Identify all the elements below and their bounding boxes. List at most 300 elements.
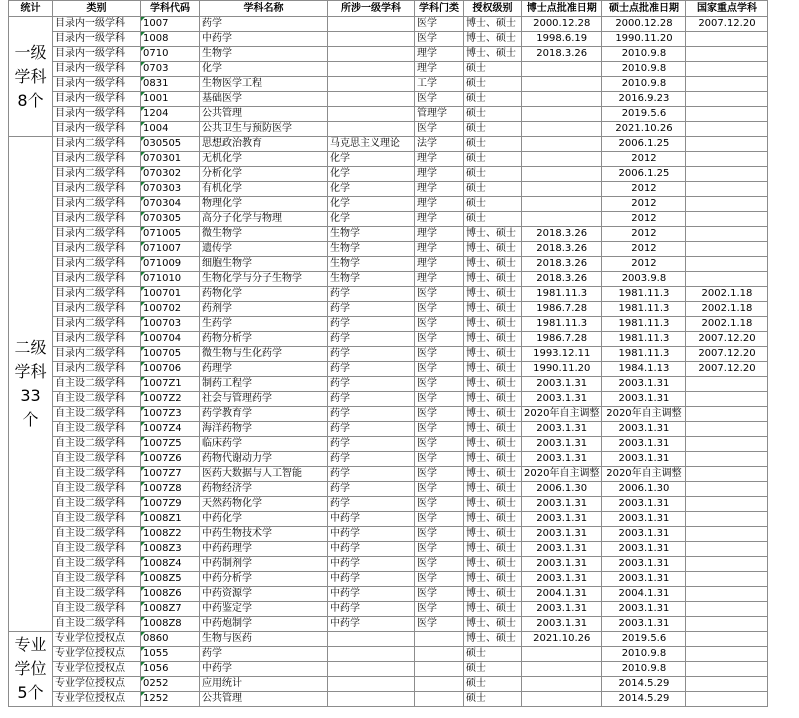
master-date-cell[interactable]: 2006.1.30	[602, 482, 686, 497]
code-cell[interactable]: 1008	[141, 32, 200, 47]
level-cell[interactable]: 硕士	[464, 62, 522, 77]
key-discipline-cell[interactable]	[686, 62, 768, 77]
field-cell[interactable]: 理学	[415, 197, 464, 212]
phd-date-cell[interactable]: 2003.1.31	[522, 437, 602, 452]
group-label[interactable]	[9, 17, 53, 137]
first-level-header[interactable]: 所涉一级学科	[328, 1, 415, 17]
field-cell[interactable]: 医学	[415, 362, 464, 377]
field-cell[interactable]	[415, 662, 464, 677]
level-cell[interactable]: 博士、硕士	[464, 407, 522, 422]
code-cell[interactable]: 0703	[141, 62, 200, 77]
level-cell[interactable]: 博士、硕士	[464, 227, 522, 242]
key-discipline-cell[interactable]	[686, 542, 768, 557]
category-cell[interactable]: 自主设二级学科	[53, 572, 141, 587]
field-cell[interactable]: 医学	[415, 602, 464, 617]
field-cell[interactable]: 理学	[415, 257, 464, 272]
key-discipline-cell[interactable]	[686, 677, 768, 692]
key-discipline-cell[interactable]	[686, 482, 768, 497]
category-cell[interactable]: 目录内二级学科	[53, 317, 141, 332]
category-cell[interactable]: 自主设二级学科	[53, 377, 141, 392]
master-date-cell[interactable]: 2010.9.8	[602, 47, 686, 62]
level-cell[interactable]: 硕士	[464, 677, 522, 692]
master-date-cell[interactable]: 2003.1.31	[602, 617, 686, 632]
first-level-cell[interactable]: 药学	[328, 332, 415, 347]
category-cell[interactable]: 目录内一级学科	[53, 62, 141, 77]
name-cell[interactable]: 社会与管理药学	[200, 392, 328, 407]
phd-date-cell[interactable]: 2003.1.31	[522, 392, 602, 407]
first-level-cell[interactable]: 药学	[328, 302, 415, 317]
level-cell[interactable]: 硕士	[464, 137, 522, 152]
key-discipline-cell[interactable]	[686, 497, 768, 512]
level-cell[interactable]: 博士、硕士	[464, 422, 522, 437]
level-cell[interactable]: 博士、硕士	[464, 392, 522, 407]
code-cell[interactable]: 1007Z6	[141, 452, 200, 467]
level-cell[interactable]: 硕士	[464, 167, 522, 182]
master-date-cell[interactable]: 1984.1.13	[602, 362, 686, 377]
first-level-cell[interactable]: 药学	[328, 452, 415, 467]
category-cell[interactable]: 目录内二级学科	[53, 227, 141, 242]
field-cell[interactable]	[415, 647, 464, 662]
name-cell[interactable]: 中药学	[200, 662, 328, 677]
field-cell[interactable]: 医学	[415, 542, 464, 557]
code-cell[interactable]: 100701	[141, 287, 200, 302]
name-cell[interactable]: 应用统计	[200, 677, 328, 692]
master-date-cell[interactable]: 2019.5.6	[602, 107, 686, 122]
key-discipline-cell[interactable]	[686, 272, 768, 287]
category-cell[interactable]: 目录内二级学科	[53, 362, 141, 377]
field-cell[interactable]: 理学	[415, 242, 464, 257]
category-cell[interactable]: 目录内二级学科	[53, 242, 141, 257]
field-cell[interactable]: 法学	[415, 137, 464, 152]
code-cell[interactable]: 1007Z1	[141, 377, 200, 392]
level-cell[interactable]: 博士、硕士	[464, 302, 522, 317]
key-discipline-cell[interactable]	[686, 257, 768, 272]
phd-date-cell[interactable]: 2000.12.28	[522, 17, 602, 32]
category-cell[interactable]: 目录内二级学科	[53, 137, 141, 152]
phd-date-cell[interactable]	[522, 662, 602, 677]
first-level-cell[interactable]	[328, 62, 415, 77]
code-cell[interactable]: 100706	[141, 362, 200, 377]
master-date-cell[interactable]: 2003.1.31	[602, 452, 686, 467]
level-cell[interactable]: 博士、硕士	[464, 437, 522, 452]
master-date-cell[interactable]: 2003.1.31	[602, 392, 686, 407]
name-cell[interactable]: 公共卫生与预防医学	[200, 122, 328, 137]
master-date-cell[interactable]: 2003.1.31	[602, 377, 686, 392]
name-cell[interactable]: 药理学	[200, 362, 328, 377]
category-cell[interactable]: 目录内一级学科	[53, 107, 141, 122]
field-header[interactable]: 学科门类	[415, 1, 464, 17]
field-cell[interactable]: 医学	[415, 452, 464, 467]
first-level-cell[interactable]: 生物学	[328, 272, 415, 287]
field-cell[interactable]: 医学	[415, 287, 464, 302]
code-cell[interactable]: 1007	[141, 17, 200, 32]
name-cell[interactable]: 分析化学	[200, 167, 328, 182]
key-discipline-cell[interactable]	[686, 47, 768, 62]
code-cell[interactable]: 100702	[141, 302, 200, 317]
category-cell[interactable]: 目录内二级学科	[53, 347, 141, 362]
category-cell[interactable]: 自主设二级学科	[53, 392, 141, 407]
first-level-cell[interactable]	[328, 662, 415, 677]
category-cell[interactable]: 自主设二级学科	[53, 602, 141, 617]
key-discipline-cell[interactable]	[686, 32, 768, 47]
category-cell[interactable]: 目录内一级学科	[53, 77, 141, 92]
master-date-cell[interactable]: 2003.1.31	[602, 572, 686, 587]
code-cell[interactable]: 100703	[141, 317, 200, 332]
key-discipline-cell[interactable]	[686, 182, 768, 197]
first-level-cell[interactable]: 化学	[328, 167, 415, 182]
phd-date-cell[interactable]: 2021.10.26	[522, 632, 602, 647]
first-level-cell[interactable]	[328, 632, 415, 647]
name-cell[interactable]: 高分子化学与物理	[200, 212, 328, 227]
master-date-cell[interactable]: 2003.1.31	[602, 542, 686, 557]
phd-date-cell[interactable]: 2003.1.31	[522, 602, 602, 617]
master-date-cell[interactable]: 2010.9.8	[602, 662, 686, 677]
level-cell[interactable]: 硕士	[464, 77, 522, 92]
category-cell[interactable]: 目录内二级学科	[53, 257, 141, 272]
category-cell[interactable]: 目录内二级学科	[53, 272, 141, 287]
key-discipline-cell[interactable]	[686, 527, 768, 542]
code-cell[interactable]: 1008Z4	[141, 557, 200, 572]
field-cell[interactable]: 医学	[415, 422, 464, 437]
name-cell[interactable]: 药学	[200, 17, 328, 32]
category-cell[interactable]: 目录内二级学科	[53, 182, 141, 197]
phd-date-cell[interactable]: 2004.1.31	[522, 587, 602, 602]
field-cell[interactable]: 医学	[415, 32, 464, 47]
name-cell[interactable]: 药物化学	[200, 287, 328, 302]
field-cell[interactable]: 医学	[415, 557, 464, 572]
phd-date-cell[interactable]: 2003.1.31	[522, 452, 602, 467]
key-discipline-cell[interactable]: 2007.12.20	[686, 362, 768, 377]
code-cell[interactable]: 1252	[141, 692, 200, 707]
first-level-cell[interactable]: 中药学	[328, 617, 415, 632]
name-cell[interactable]: 药剂学	[200, 302, 328, 317]
code-cell[interactable]: 070302	[141, 167, 200, 182]
level-cell[interactable]: 博士、硕士	[464, 287, 522, 302]
name-cell[interactable]: 天然药物化学	[200, 497, 328, 512]
phd-date-cell[interactable]	[522, 197, 602, 212]
code-cell[interactable]: 071010	[141, 272, 200, 287]
category-cell[interactable]: 目录内二级学科	[53, 152, 141, 167]
code-cell[interactable]: 100705	[141, 347, 200, 362]
code-cell[interactable]: 1008Z5	[141, 572, 200, 587]
master-date-cell[interactable]: 2012	[602, 152, 686, 167]
level-cell[interactable]: 博士、硕士	[464, 272, 522, 287]
key-discipline-cell[interactable]	[686, 692, 768, 707]
first-level-cell[interactable]	[328, 32, 415, 47]
phd-date-cell[interactable]: 2018.3.26	[522, 272, 602, 287]
name-cell[interactable]: 医药大数据与人工智能	[200, 467, 328, 482]
code-cell[interactable]: 1204	[141, 107, 200, 122]
first-level-cell[interactable]: 药学	[328, 422, 415, 437]
code-header[interactable]: 学科代码	[141, 1, 200, 17]
first-level-cell[interactable]: 药学	[328, 392, 415, 407]
phd-date-cell[interactable]	[522, 62, 602, 77]
category-cell[interactable]: 专业学位授权点	[53, 647, 141, 662]
level-cell[interactable]: 硕士	[464, 122, 522, 137]
first-level-cell[interactable]: 化学	[328, 152, 415, 167]
master-date-cell[interactable]: 1981.11.3	[602, 332, 686, 347]
category-cell[interactable]: 自主设二级学科	[53, 542, 141, 557]
code-cell[interactable]: 1008Z8	[141, 617, 200, 632]
category-cell[interactable]: 目录内二级学科	[53, 212, 141, 227]
key-discipline-cell[interactable]	[686, 422, 768, 437]
first-level-cell[interactable]	[328, 122, 415, 137]
field-cell[interactable]: 医学	[415, 377, 464, 392]
code-cell[interactable]: 1007Z3	[141, 407, 200, 422]
key-discipline-cell[interactable]	[686, 122, 768, 137]
name-cell[interactable]: 中药制剂学	[200, 557, 328, 572]
field-cell[interactable]: 理学	[415, 182, 464, 197]
phd-date-header[interactable]: 博士点批准日期	[522, 1, 602, 17]
category-cell[interactable]: 自主设二级学科	[53, 452, 141, 467]
level-cell[interactable]: 博士、硕士	[464, 587, 522, 602]
phd-date-cell[interactable]: 2003.1.31	[522, 377, 602, 392]
master-date-cell[interactable]: 1981.11.3	[602, 317, 686, 332]
first-level-cell[interactable]: 生物学	[328, 257, 415, 272]
key-discipline-cell[interactable]	[686, 452, 768, 467]
first-level-cell[interactable]	[328, 92, 415, 107]
master-date-cell[interactable]: 2020年自主调整	[602, 467, 686, 482]
phd-date-cell[interactable]: 1981.11.3	[522, 317, 602, 332]
field-cell[interactable]: 医学	[415, 122, 464, 137]
master-date-cell[interactable]: 2003.1.31	[602, 512, 686, 527]
first-level-cell[interactable]: 中药学	[328, 527, 415, 542]
field-cell[interactable]: 理学	[415, 47, 464, 62]
code-cell[interactable]: 070301	[141, 152, 200, 167]
level-cell[interactable]: 硕士	[464, 647, 522, 662]
phd-date-cell[interactable]	[522, 137, 602, 152]
field-cell[interactable]: 医学	[415, 392, 464, 407]
category-cell[interactable]: 专业学位授权点	[53, 692, 141, 707]
name-cell[interactable]: 思想政治教育	[200, 137, 328, 152]
level-cell[interactable]: 博士、硕士	[464, 317, 522, 332]
key-discipline-cell[interactable]	[686, 557, 768, 572]
first-level-cell[interactable]: 药学	[328, 362, 415, 377]
category-cell[interactable]: 专业学位授权点	[53, 677, 141, 692]
level-cell[interactable]: 博士、硕士	[464, 617, 522, 632]
field-cell[interactable]: 医学	[415, 527, 464, 542]
phd-date-cell[interactable]	[522, 92, 602, 107]
phd-date-cell[interactable]: 2018.3.26	[522, 242, 602, 257]
first-level-cell[interactable]: 药学	[328, 437, 415, 452]
phd-date-cell[interactable]	[522, 152, 602, 167]
name-cell[interactable]: 中药生物技术学	[200, 527, 328, 542]
group-label[interactable]	[9, 137, 53, 632]
master-date-cell[interactable]: 2004.1.31	[602, 587, 686, 602]
name-cell[interactable]: 药物分析学	[200, 332, 328, 347]
name-cell[interactable]: 中药化学	[200, 512, 328, 527]
master-date-cell[interactable]: 2000.12.28	[602, 17, 686, 32]
master-date-cell[interactable]: 2003.9.8	[602, 272, 686, 287]
code-cell[interactable]: 1055	[141, 647, 200, 662]
level-cell[interactable]: 博士、硕士	[464, 47, 522, 62]
level-cell[interactable]: 博士、硕士	[464, 497, 522, 512]
phd-date-cell[interactable]: 2020年自主调整	[522, 467, 602, 482]
phd-date-cell[interactable]	[522, 692, 602, 707]
name-cell[interactable]: 生药学	[200, 317, 328, 332]
phd-date-cell[interactable]: 1998.6.19	[522, 32, 602, 47]
level-cell[interactable]: 博士、硕士	[464, 377, 522, 392]
master-date-cell[interactable]: 2010.9.8	[602, 647, 686, 662]
key-discipline-header[interactable]: 国家重点学科	[686, 1, 768, 17]
level-cell[interactable]: 硕士	[464, 692, 522, 707]
level-cell[interactable]: 硕士	[464, 212, 522, 227]
code-cell[interactable]: 071009	[141, 257, 200, 272]
phd-date-cell[interactable]: 2003.1.31	[522, 557, 602, 572]
code-cell[interactable]: 1004	[141, 122, 200, 137]
first-level-cell[interactable]: 中药学	[328, 587, 415, 602]
key-discipline-cell[interactable]	[686, 632, 768, 647]
category-cell[interactable]: 自主设二级学科	[53, 437, 141, 452]
phd-date-cell[interactable]: 2003.1.31	[522, 512, 602, 527]
phd-date-cell[interactable]: 2018.3.26	[522, 47, 602, 62]
name-cell[interactable]: 药学	[200, 647, 328, 662]
category-cell[interactable]: 目录内一级学科	[53, 47, 141, 62]
name-cell[interactable]: 生物与医药	[200, 632, 328, 647]
name-cell[interactable]: 有机化学	[200, 182, 328, 197]
code-cell[interactable]: 1007Z2	[141, 392, 200, 407]
first-level-cell[interactable]	[328, 647, 415, 662]
code-cell[interactable]: 1007Z4	[141, 422, 200, 437]
name-cell[interactable]: 生物学	[200, 47, 328, 62]
name-cell[interactable]: 中药资源学	[200, 587, 328, 602]
field-cell[interactable]: 医学	[415, 617, 464, 632]
key-discipline-cell[interactable]	[686, 602, 768, 617]
phd-date-cell[interactable]: 2003.1.31	[522, 572, 602, 587]
master-date-cell[interactable]: 1990.11.20	[602, 32, 686, 47]
master-date-header[interactable]: 硕士点批准日期	[602, 1, 686, 17]
field-cell[interactable]: 医学	[415, 317, 464, 332]
key-discipline-cell[interactable]	[686, 467, 768, 482]
code-cell[interactable]: 1008Z1	[141, 512, 200, 527]
first-level-cell[interactable]: 化学	[328, 197, 415, 212]
level-cell[interactable]: 硕士	[464, 92, 522, 107]
phd-date-cell[interactable]	[522, 77, 602, 92]
level-cell[interactable]: 硕士	[464, 662, 522, 677]
name-cell[interactable]: 临床药学	[200, 437, 328, 452]
level-cell[interactable]: 硕士	[464, 182, 522, 197]
key-discipline-cell[interactable]	[686, 512, 768, 527]
field-cell[interactable]	[415, 677, 464, 692]
code-cell[interactable]: 1008Z2	[141, 527, 200, 542]
master-date-cell[interactable]: 2014.5.29	[602, 692, 686, 707]
category-cell[interactable]: 目录内二级学科	[53, 167, 141, 182]
level-cell[interactable]: 博士、硕士	[464, 362, 522, 377]
code-cell[interactable]: 1007Z5	[141, 437, 200, 452]
phd-date-cell[interactable]	[522, 647, 602, 662]
first-level-cell[interactable]: 药学	[328, 467, 415, 482]
level-header[interactable]: 授权级别	[464, 1, 522, 17]
first-level-cell[interactable]	[328, 17, 415, 32]
master-date-cell[interactable]: 2021.10.26	[602, 122, 686, 137]
level-cell[interactable]: 博士、硕士	[464, 602, 522, 617]
name-cell[interactable]: 药物代谢动力学	[200, 452, 328, 467]
name-cell[interactable]: 物理化学	[200, 197, 328, 212]
category-cell[interactable]: 目录内二级学科	[53, 302, 141, 317]
code-cell[interactable]: 070303	[141, 182, 200, 197]
category-cell[interactable]: 目录内一级学科	[53, 122, 141, 137]
first-level-cell[interactable]: 中药学	[328, 572, 415, 587]
level-cell[interactable]: 博士、硕士	[464, 347, 522, 362]
master-date-cell[interactable]: 2020年自主调整	[602, 407, 686, 422]
level-cell[interactable]: 博士、硕士	[464, 332, 522, 347]
name-cell[interactable]: 中药药理学	[200, 542, 328, 557]
level-cell[interactable]: 硕士	[464, 197, 522, 212]
key-discipline-cell[interactable]	[686, 167, 768, 182]
category-cell[interactable]: 目录内二级学科	[53, 287, 141, 302]
phd-date-cell[interactable]: 2003.1.31	[522, 527, 602, 542]
master-date-cell[interactable]: 2003.1.31	[602, 422, 686, 437]
key-discipline-cell[interactable]: 2002.1.18	[686, 317, 768, 332]
phd-date-cell[interactable]: 2003.1.31	[522, 617, 602, 632]
phd-date-cell[interactable]	[522, 122, 602, 137]
field-cell[interactable]: 医学	[415, 512, 464, 527]
category-cell[interactable]: 目录内二级学科	[53, 197, 141, 212]
first-level-cell[interactable]: 药学	[328, 377, 415, 392]
key-discipline-cell[interactable]: 2007.12.20	[686, 17, 768, 32]
first-level-cell[interactable]: 药学	[328, 482, 415, 497]
master-date-cell[interactable]: 2012	[602, 182, 686, 197]
name-cell[interactable]: 微生物与生化药学	[200, 347, 328, 362]
code-cell[interactable]: 0831	[141, 77, 200, 92]
name-cell[interactable]: 公共管理	[200, 107, 328, 122]
phd-date-cell[interactable]: 2020年自主调整	[522, 407, 602, 422]
field-cell[interactable]: 医学	[415, 17, 464, 32]
phd-date-cell[interactable]: 2003.1.31	[522, 542, 602, 557]
level-cell[interactable]: 博士、硕士	[464, 557, 522, 572]
category-cell[interactable]: 目录内一级学科	[53, 32, 141, 47]
first-level-cell[interactable]: 生物学	[328, 242, 415, 257]
master-date-cell[interactable]: 2012	[602, 227, 686, 242]
field-cell[interactable]: 医学	[415, 347, 464, 362]
code-cell[interactable]: 0710	[141, 47, 200, 62]
key-discipline-cell[interactable]	[686, 137, 768, 152]
level-cell[interactable]: 博士、硕士	[464, 572, 522, 587]
level-cell[interactable]: 博士、硕士	[464, 632, 522, 647]
key-discipline-cell[interactable]	[686, 242, 768, 257]
first-level-cell[interactable]: 化学	[328, 182, 415, 197]
phd-date-cell[interactable]: 1990.11.20	[522, 362, 602, 377]
field-cell[interactable]	[415, 692, 464, 707]
level-cell[interactable]: 博士、硕士	[464, 512, 522, 527]
code-cell[interactable]: 1001	[141, 92, 200, 107]
master-date-cell[interactable]: 2006.1.25	[602, 137, 686, 152]
field-cell[interactable]: 管理学	[415, 107, 464, 122]
phd-date-cell[interactable]: 2018.3.26	[522, 227, 602, 242]
level-cell[interactable]: 博士、硕士	[464, 257, 522, 272]
name-cell[interactable]: 中药分析学	[200, 572, 328, 587]
key-discipline-cell[interactable]: 2002.1.18	[686, 287, 768, 302]
first-level-cell[interactable]: 中药学	[328, 602, 415, 617]
key-discipline-cell[interactable]	[686, 647, 768, 662]
first-level-cell[interactable]	[328, 77, 415, 92]
field-cell[interactable]: 理学	[415, 212, 464, 227]
master-date-cell[interactable]: 1981.11.3	[602, 347, 686, 362]
name-cell[interactable]: 制药工程学	[200, 377, 328, 392]
code-cell[interactable]: 070305	[141, 212, 200, 227]
name-cell[interactable]: 公共管理	[200, 692, 328, 707]
category-cell[interactable]: 自主设二级学科	[53, 422, 141, 437]
key-discipline-cell[interactable]	[686, 197, 768, 212]
name-cell[interactable]: 药物经济学	[200, 482, 328, 497]
code-cell[interactable]: 070304	[141, 197, 200, 212]
code-cell[interactable]: 1008Z3	[141, 542, 200, 557]
key-discipline-cell[interactable]: 2002.1.18	[686, 302, 768, 317]
key-discipline-cell[interactable]	[686, 437, 768, 452]
phd-date-cell[interactable]: 2003.1.31	[522, 422, 602, 437]
master-date-cell[interactable]: 1981.11.3	[602, 287, 686, 302]
level-cell[interactable]: 博士、硕士	[464, 452, 522, 467]
